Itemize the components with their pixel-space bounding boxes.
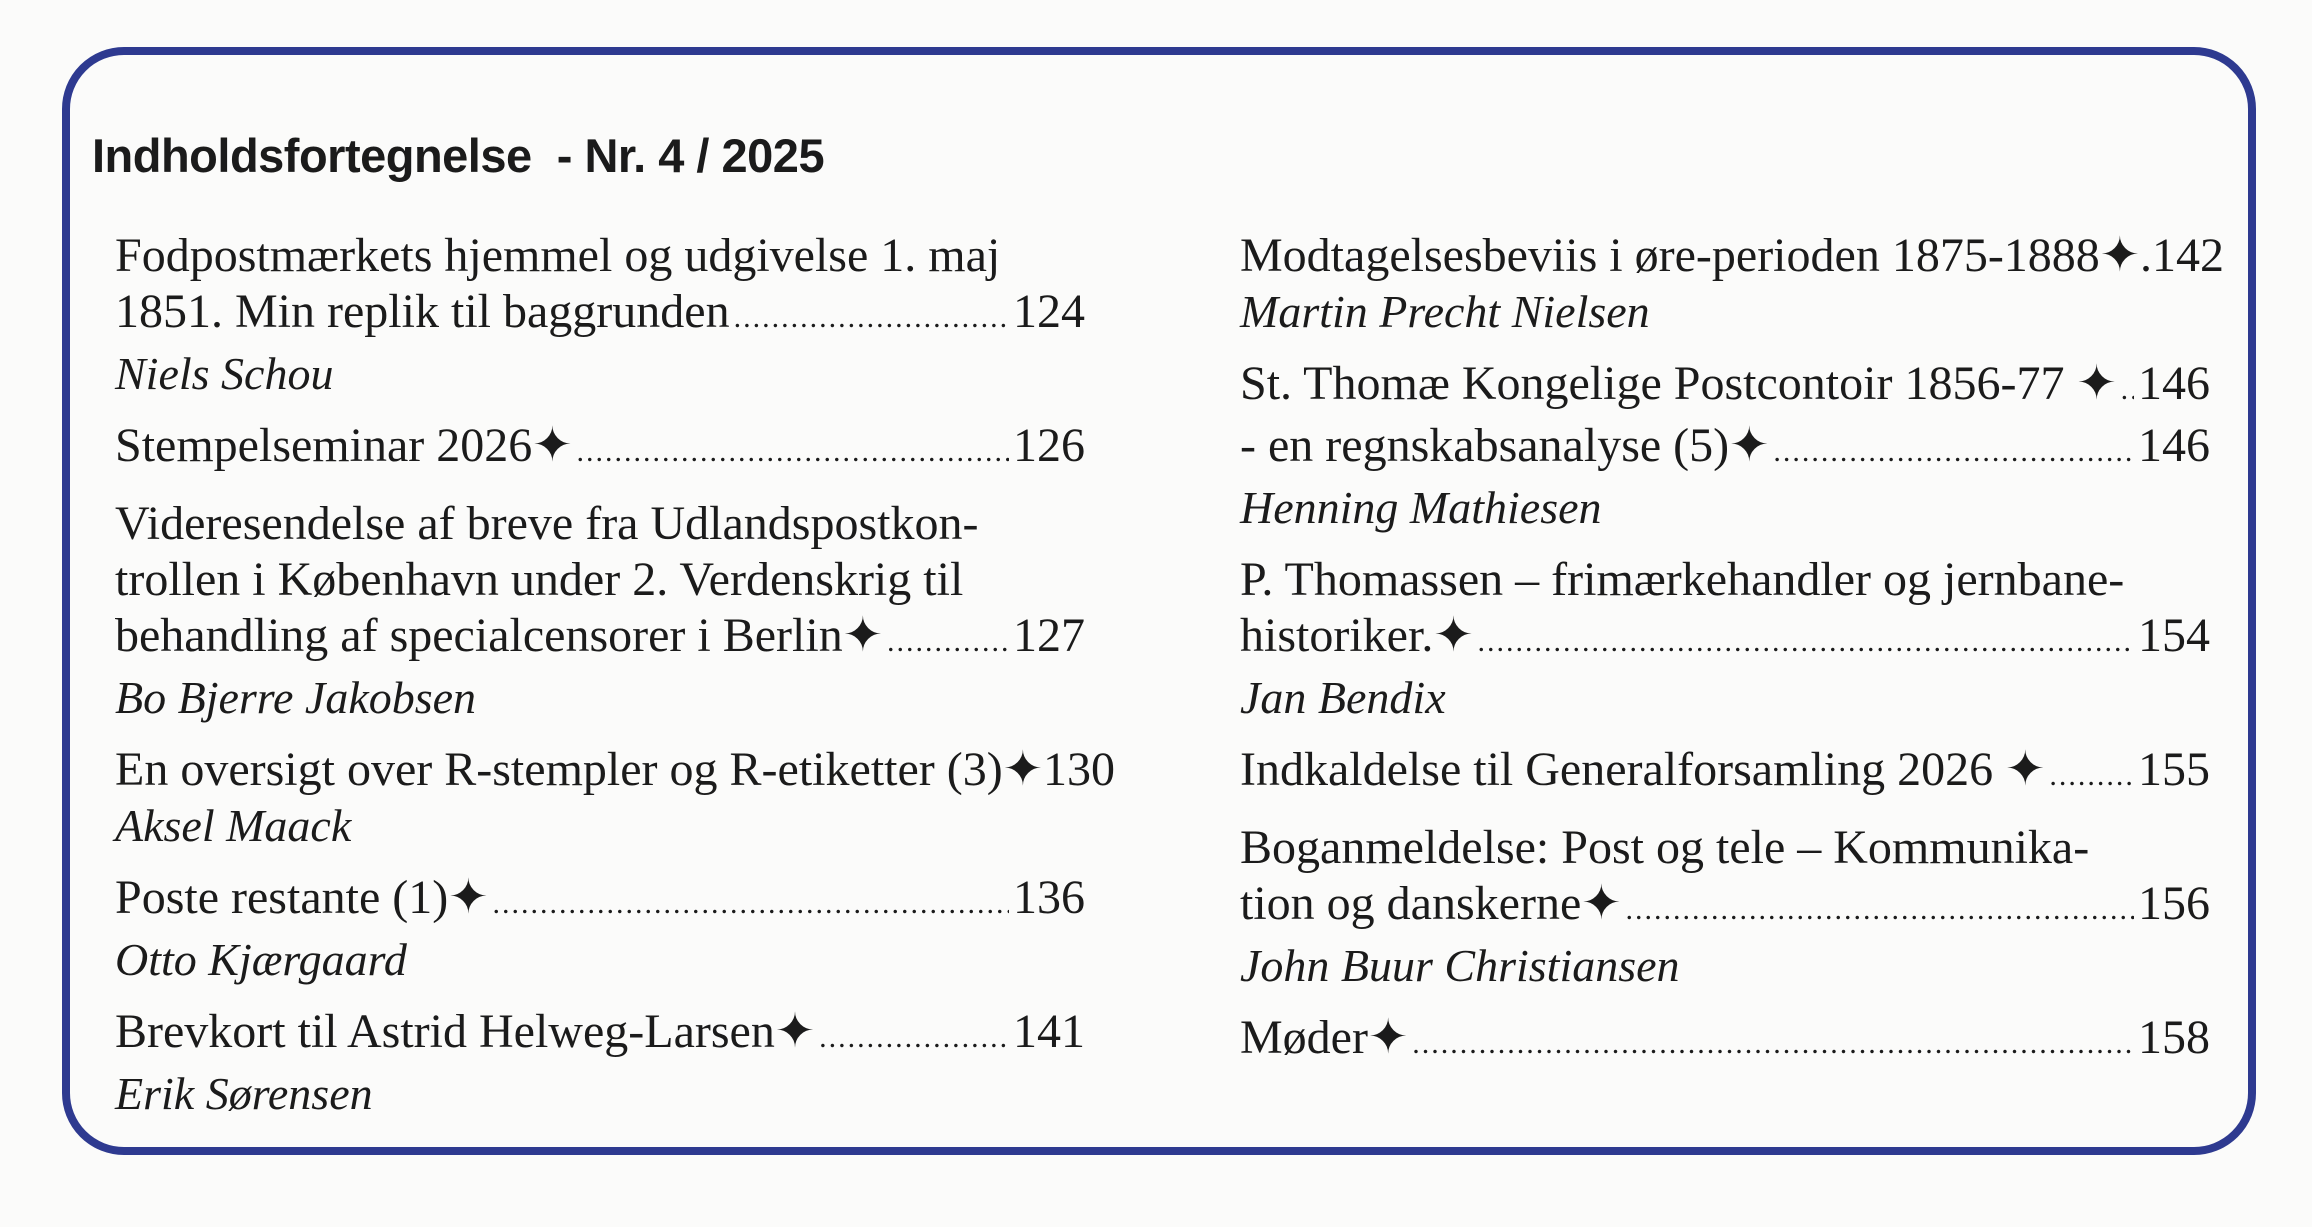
dot-leader [1773, 424, 2134, 480]
toc-page-number: 136 [1013, 871, 1085, 924]
dot-leader [1412, 1016, 2134, 1072]
toc-entry-title: St. Thomæ Kongelige Postcontoir 1856-77 ✦ [1240, 357, 2117, 410]
toc-entry-author: Niels Schou [115, 348, 334, 399]
toc-entry-line [115, 870, 1085, 932]
toc-page-number: 158 [2138, 1011, 2210, 1064]
toc-entry-author: Henning Mathiesen [1240, 482, 1602, 533]
toc-entry-line [115, 228, 1085, 284]
toc-entry-title: Fodpostmærkets hjemmel og udgivelse 1. maj [115, 229, 1001, 282]
toc-page-number: 156 [2138, 877, 2210, 930]
toc-entry-title: Modtagelsesbeviis i øre-perioden 1875-1888✦.142 [1240, 229, 2225, 282]
toc-entry-title: Videresendelse af breve fra Udlandspostkon- [115, 497, 979, 550]
toc-entry [115, 742, 1115, 854]
dot-leader [887, 614, 1009, 670]
toc-page-number: 146 [2138, 419, 2210, 472]
toc-entry-line [115, 1004, 1085, 1066]
toc-entry-author: Jan Bendix [1240, 672, 1446, 723]
toc-page-number: 124 [1013, 285, 1085, 338]
dot-leader [2121, 362, 2134, 418]
toc-entry-title: Indkaldelse til Generalforsamling 2026 ✦ [1240, 743, 2046, 796]
toc-entry-title: - en regnskabsanalyse (5)✦ [1240, 419, 1770, 472]
toc-entry-title: Boganmeldelse: Post og tele – Kommunika- [1240, 821, 2090, 874]
toc-entry-author: Bo Bjerre Jakobsen [115, 672, 477, 723]
toc-entry [1240, 742, 2210, 804]
toc-entry-line [115, 552, 1085, 608]
toc-entry-line [1240, 552, 2210, 608]
toc-entry-title: P. Thomassen – frimærkehandler og jernbane- [1240, 553, 2125, 606]
toc-entry-title: historiker.✦ [1240, 609, 1474, 662]
dot-leader [1625, 882, 2134, 938]
toc-heading: Indholdsfortegnelse - Nr. 4 / 2025 [92, 129, 825, 182]
toc-page-number: 146 [2138, 357, 2210, 410]
dot-leader [734, 290, 1009, 346]
toc-entry [1240, 356, 2210, 536]
toc-entry [115, 496, 1085, 726]
toc-entry-title: behandling af specialcensorer i Berlin✦ [115, 609, 883, 662]
toc-entry-line [1240, 820, 2210, 876]
toc-entry-author: John Buur Christiansen [1240, 940, 1680, 991]
toc-entry-title: Brevkort til Astrid Helweg-Larsen✦ [115, 1005, 816, 1058]
toc-entry [1240, 228, 2225, 340]
toc-page-number: 126 [1013, 419, 1085, 472]
toc-page-number: 154 [2138, 609, 2210, 662]
dot-leader [492, 876, 1009, 932]
dot-leader [2049, 748, 2134, 804]
dot-leader [1478, 614, 2134, 670]
toc-page-number: 141 [1013, 1005, 1085, 1058]
toc-entry-author: Aksel Maack [115, 800, 352, 851]
toc-entry-line [115, 496, 1085, 552]
toc-entry-title: Stempelseminar 2026✦ [115, 419, 573, 472]
toc-entry-line [115, 608, 1085, 670]
toc-entry-line [1240, 356, 2210, 418]
toc-entry [1240, 820, 2210, 994]
toc-entry-line [115, 742, 1115, 798]
toc-entry [115, 1004, 1085, 1122]
toc-entry-author: Erik Sørensen [115, 1068, 373, 1119]
toc-entry-title: trollen i København under 2. Verdenskrig til [115, 553, 964, 606]
toc-page-number: 155 [2138, 743, 2210, 796]
toc-entry [1240, 552, 2210, 726]
toc-entry-title: En oversigt over R-stempler og R-etiketter (3)✦130 [115, 743, 1115, 796]
toc-entry-line [1240, 228, 2225, 284]
toc-entry [115, 870, 1085, 988]
toc-entry-title: tion og danskerne✦ [1240, 877, 1622, 930]
toc-entry-title: 1851. Min replik til baggrunden [115, 285, 730, 338]
toc-entry-line [1240, 418, 2210, 480]
toc-right-column [1240, 228, 2225, 1088]
toc-entry [1240, 1010, 2210, 1072]
toc-entry-line [1240, 1010, 2210, 1072]
toc-left-column [115, 228, 1115, 1138]
toc-entry-line [1240, 876, 2210, 938]
toc-entry [115, 228, 1085, 402]
toc-entry-line [1240, 742, 2210, 804]
toc-entry [115, 418, 1085, 480]
toc-entry-line [115, 418, 1085, 480]
toc-entry-line [1240, 608, 2210, 670]
toc-entry-title: Poste restante (1)✦ [115, 871, 489, 924]
dot-leader [819, 1010, 1009, 1066]
dot-leader [576, 424, 1009, 480]
toc-entry-title: Møder✦ [1240, 1011, 1409, 1064]
toc-page-number: 127 [1013, 609, 1085, 662]
toc-entry-author: Otto Kjærgaard [115, 934, 407, 985]
toc-entry-author: Martin Precht Nielsen [1240, 286, 1650, 337]
toc-entry-line [115, 284, 1085, 346]
